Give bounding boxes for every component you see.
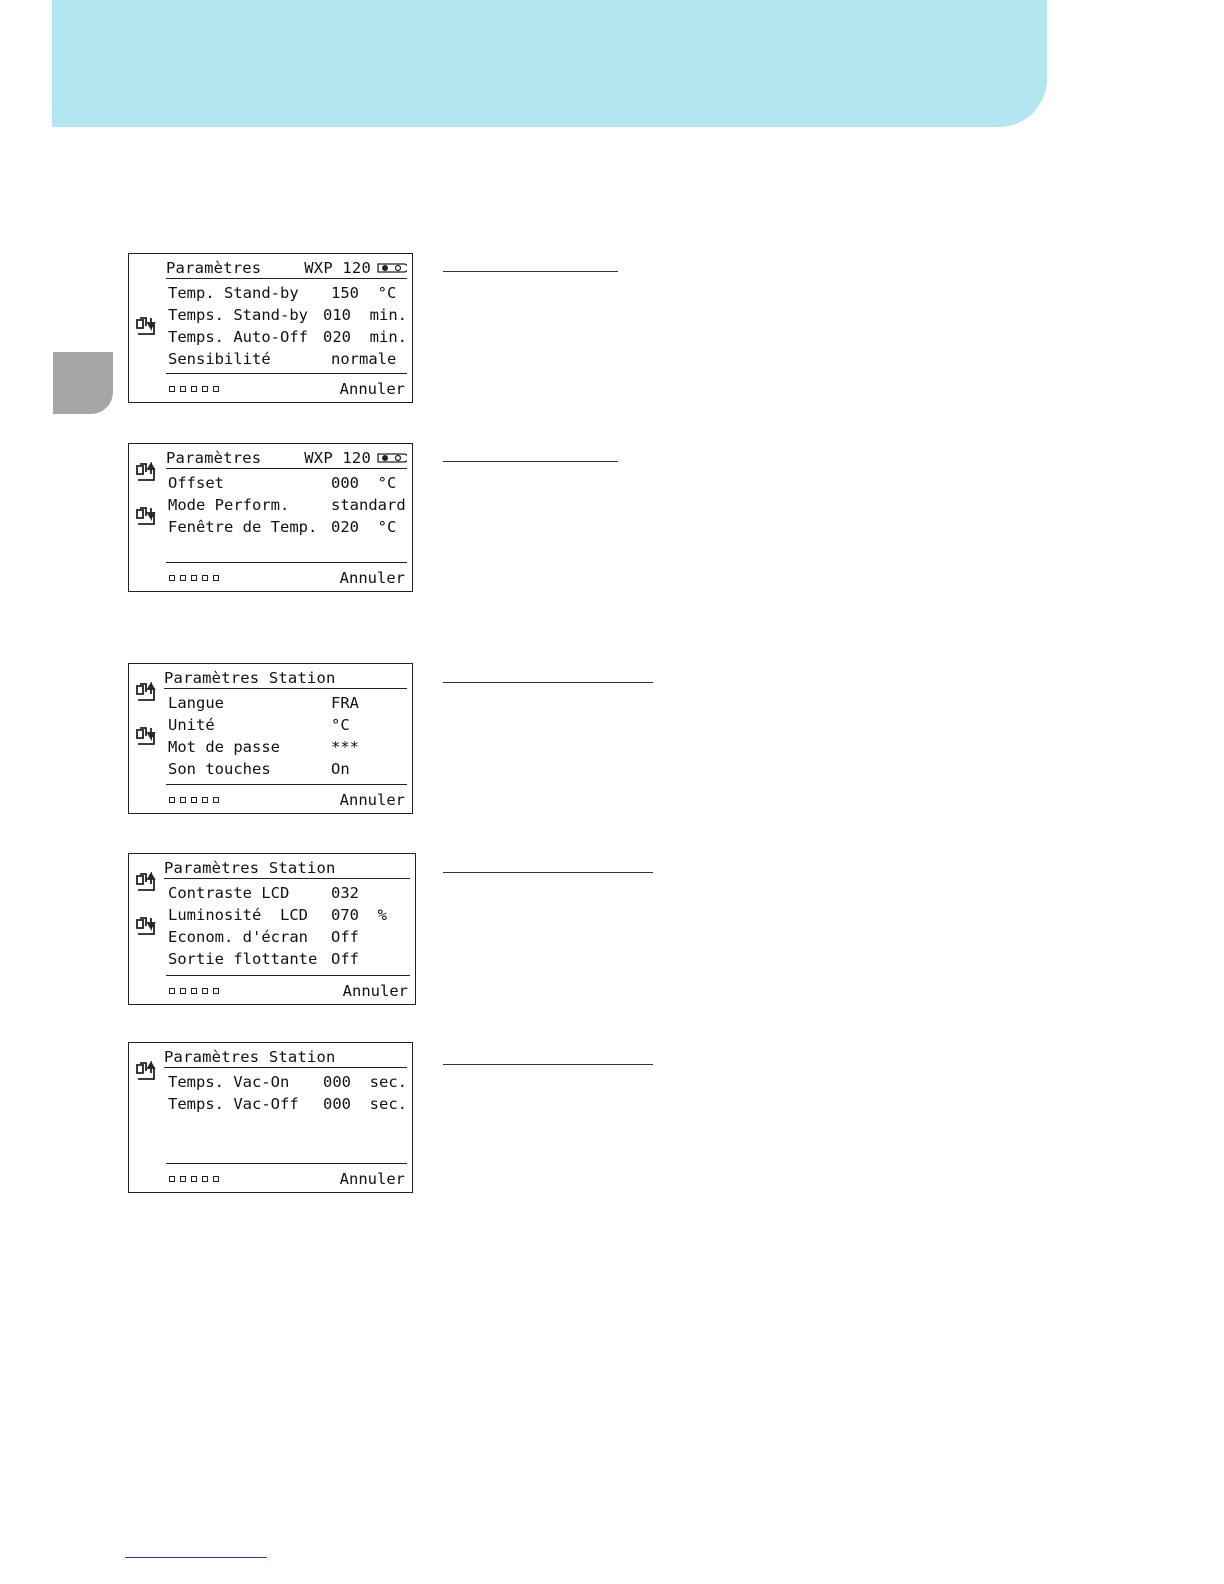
setting-row[interactable] [168, 348, 407, 370]
setting-value: FRA [331, 694, 359, 712]
description-rule [443, 682, 653, 683]
lcd-screen-station-1 [128, 663, 413, 814]
setting-value: standard [331, 496, 406, 514]
iron-icon [375, 262, 407, 274]
setting-value: 070 % [331, 906, 387, 924]
setting-value: Off [331, 950, 359, 968]
lcd-screen-station-3 [128, 1042, 413, 1193]
setting-label: Unité [168, 716, 215, 734]
page-indicator [169, 797, 219, 803]
setting-label: Mode Perform. [168, 496, 290, 514]
cancel-button[interactable]: Annuler [339, 380, 405, 398]
page-down-icon[interactable] [134, 506, 158, 530]
setting-value: °C [331, 716, 350, 734]
screen-header [166, 448, 407, 469]
screen-header [166, 258, 407, 279]
page-indicator [169, 988, 219, 994]
setting-list [168, 282, 407, 370]
setting-row[interactable] [168, 714, 407, 736]
model-name: WXP 120 [304, 449, 371, 467]
setting-row[interactable] [168, 472, 407, 494]
setting-row[interactable] [168, 948, 410, 970]
setting-label: Temps. Vac-Off [168, 1095, 299, 1113]
description-rule [443, 461, 618, 462]
setting-row[interactable] [168, 882, 410, 904]
setting-value: 000 °C [331, 474, 397, 492]
setting-row[interactable] [168, 1093, 407, 1115]
screen-footer [166, 1163, 407, 1188]
setting-list [168, 692, 407, 780]
lcd-screen-parametres-1 [128, 253, 413, 403]
setting-row[interactable] [168, 692, 407, 714]
iron-icon [375, 452, 407, 464]
page-up-icon[interactable] [134, 462, 158, 486]
page-down-icon[interactable] [134, 916, 158, 940]
setting-value: 032 [331, 884, 359, 902]
setting-value: 000 sec. [323, 1073, 407, 1091]
header-band [52, 0, 1047, 127]
cancel-button[interactable]: Annuler [339, 569, 405, 587]
footer-rule [125, 1557, 267, 1558]
setting-row[interactable] [168, 282, 407, 304]
page-up-icon[interactable] [134, 682, 158, 706]
setting-row[interactable] [168, 304, 407, 326]
setting-label: Mot de passe [168, 738, 280, 756]
setting-row[interactable] [168, 758, 407, 780]
cancel-button[interactable]: Annuler [339, 1170, 405, 1188]
setting-value: 150 °C [331, 284, 397, 302]
page-down-icon[interactable] [134, 316, 158, 340]
screen-footer [166, 975, 410, 1000]
screen-title: Paramètres [166, 259, 262, 277]
setting-row[interactable] [168, 1071, 407, 1093]
setting-row[interactable] [168, 326, 407, 348]
model-name: WXP 120 [304, 259, 371, 277]
setting-label: Offset [168, 474, 224, 492]
lcd-screen-station-2 [128, 853, 416, 1005]
model-group [304, 259, 407, 277]
setting-list [168, 1071, 407, 1115]
setting-label: Sensibilité [168, 350, 271, 368]
page-indicator [169, 1176, 219, 1182]
setting-row[interactable] [168, 516, 407, 538]
screen-title: Paramètres Station [164, 1048, 336, 1066]
setting-value: normale [331, 350, 397, 368]
setting-label: Temps. Vac-On [168, 1073, 290, 1091]
setting-row[interactable] [168, 926, 410, 948]
page-up-icon[interactable] [134, 1061, 158, 1085]
screen-header [164, 858, 410, 879]
setting-value: Off [331, 928, 359, 946]
setting-value: 020 min. [323, 328, 407, 346]
setting-label: Sortie flottante [168, 950, 318, 968]
setting-row[interactable] [168, 904, 410, 926]
page-down-icon[interactable] [134, 726, 158, 750]
screen-footer [166, 373, 407, 398]
description-rule [443, 271, 618, 272]
screen-footer [166, 562, 407, 587]
setting-label: Temps. Auto-Off [168, 328, 308, 346]
description-rule [443, 872, 653, 873]
page-indicator [169, 575, 219, 581]
model-group [304, 449, 407, 467]
setting-value: 020 °C [331, 518, 397, 536]
setting-row[interactable] [168, 494, 407, 516]
screen-title: Paramètres Station [164, 859, 336, 877]
setting-value: On [331, 760, 350, 778]
setting-list [168, 882, 410, 970]
setting-label: Fenêtre de Temp. [168, 518, 318, 536]
setting-list [168, 472, 407, 538]
page-indicator [169, 386, 219, 392]
setting-label: Contraste LCD [168, 884, 290, 902]
page-up-icon[interactable] [134, 872, 158, 896]
setting-row[interactable] [168, 736, 407, 758]
screen-header [164, 1047, 407, 1068]
cancel-button[interactable]: Annuler [342, 982, 408, 1000]
setting-label: Econom. d'écran [168, 928, 308, 946]
setting-value: 010 min. [323, 306, 407, 324]
screen-title: Paramètres Station [164, 669, 336, 687]
setting-label: Temps. Stand-by [168, 306, 308, 324]
screen-header [164, 668, 407, 689]
setting-value: *** [331, 738, 359, 756]
cancel-button[interactable]: Annuler [339, 791, 405, 809]
chapter-tab [53, 352, 113, 414]
setting-label: Son touches [168, 760, 271, 778]
screen-title: Paramètres [166, 449, 262, 467]
setting-value: 000 sec. [323, 1095, 407, 1113]
setting-label: Temp. Stand-by [168, 284, 299, 302]
lcd-screen-parametres-2 [128, 443, 413, 592]
screen-footer [166, 784, 407, 809]
setting-label: Luminosité LCD [168, 906, 308, 924]
description-rule [443, 1064, 653, 1065]
setting-label: Langue [168, 694, 224, 712]
